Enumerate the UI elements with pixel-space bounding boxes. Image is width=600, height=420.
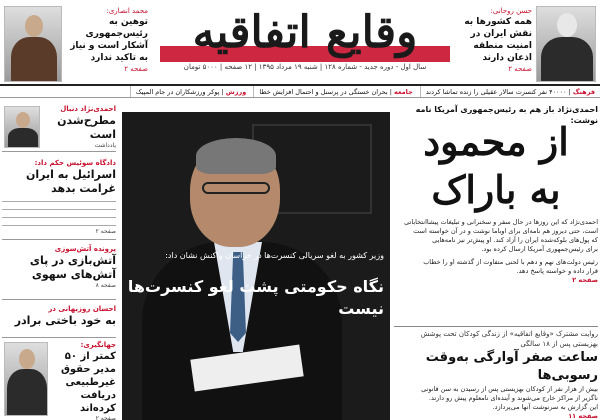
ticker-item[interactable]: فرهنگ | ۴۰۰۰۰ نفر کنسرت سالار عقیلی را زنده تماشا کردند (420, 86, 600, 98)
left-box-3-kicker: پرونده آتش‌سوزی (54, 245, 116, 253)
masthead-meta: سال اول - دوره جدید - شماره ۱۲۸ | شنبه ۱۹ مرداد ۱۳۹۵ | ۱۲ صفحه | ۵۰۰۰ تومان (183, 63, 427, 71)
lead-more-link[interactable]: صفحه ۲ (572, 276, 598, 284)
lead-headline-line-2: به باراک (431, 167, 561, 212)
photo-headline[interactable]: نگاه حکومتی پشت لغو کنسرت‌ها نیست (127, 277, 384, 318)
left-box-4[interactable] (2, 304, 116, 338)
masthead-title: وقایع اتفاقیه (192, 7, 418, 58)
left-box-5-headline: کمتر از ۵۰ مدیر حقوق غیرطبیعی دریافت کرده‌اند (60, 351, 116, 414)
news-ticker (0, 86, 600, 98)
main-photo[interactable] (122, 112, 390, 420)
right-column (394, 100, 600, 420)
meta-line-1: سال اول - دوره جدید - شماره ۱۲۸ (324, 63, 427, 71)
masthead (150, 4, 460, 78)
portrait-jahangiri (4, 342, 48, 416)
story-2-body-line: بیش از هزار نفر از کودکان بهزیستی پس از رسیدن به سن قانونی (421, 385, 598, 393)
header-right-story[interactable] (462, 6, 532, 74)
lead-kicker: احمدی‌نژاد باز هم به رئیس‌جمهوری آمریکا نامه نوشت: (415, 105, 598, 125)
header-left-story[interactable] (64, 6, 148, 74)
left-box-4-headline: به خود باختی برادر (14, 314, 116, 327)
left-box-2-more: صفحه ۲ (95, 228, 116, 235)
lead-body-line: قرار داده و خواسته پاسخ دهد. (516, 267, 598, 275)
story-2-body-line: این گزارش به سرنوشت آنها می‌پردازد. (492, 403, 598, 411)
left-box-4-kicker: احسان روزبهانی در (48, 305, 116, 313)
lead-body-line: رئیس دولت‌های نهم و دهم با لحنی متفاوت از گذشته او را خطاب (423, 258, 598, 266)
left-box-1-kicker: احمدی‌نژاد دنبال (60, 105, 116, 113)
portrait-left (4, 6, 62, 82)
left-box-5[interactable] (2, 340, 116, 418)
left-box-5-kicker: جهانگیری: (80, 341, 116, 349)
photo-figure-hair (196, 138, 276, 174)
meta-price: ۵۰۰۰ تومان (183, 63, 218, 71)
photo-figure-glasses (202, 182, 270, 194)
meta-line-3: ۱۲ صفحه (224, 63, 252, 71)
meta-line-2: شنبه ۱۹ مرداد ۱۳۹۵ (258, 63, 318, 71)
lead-body-line: که پول‌های بلوکه‌شده ایران را آزاد کند. او پیش‌تر نیز نامه‌هایی (432, 236, 598, 244)
header-right-kicker: حسن روحانی: (490, 7, 532, 15)
portrait-right (536, 6, 596, 82)
left-box-3-more: صفحه ۸ (95, 282, 116, 289)
portrait-small (4, 106, 40, 148)
header-left-headline: توهین به رئیس‌جمهوری آشکار است و نیاز به تاکید ندارد (70, 17, 148, 63)
left-box-2-kicker: دادگاه سوئیس حکم داد: (34, 159, 116, 167)
story-2-more-link[interactable]: صفحه ۱۱ (568, 412, 598, 420)
story-2-kicker: روایت مشترک «وقایع اتفاقیه» از زندگی کودکان تحت پوشش بهزیستی پس از ۱۸ سالگی (420, 330, 598, 348)
header-left-kicker: محمد انصاری: (106, 7, 148, 15)
story-2-body (394, 385, 598, 420)
lead-body-line: است، حتی دیروز هم نامه‌ای برای اوباما نوشت و در آن خواسته است (413, 227, 598, 235)
story-2-headline: ساعت صفر آوارگی به‌وقت رسوبی‌ها (425, 350, 598, 383)
left-box-3-headline: آتش‌بازی در پای آتش‌های سهوی (29, 254, 116, 281)
newspaper-header (0, 0, 600, 86)
left-box-1[interactable] (2, 104, 116, 152)
photo-kicker: وزیر کشور به لغو سریالی کنسرت‌ها در خراسان واکنش نشان داد: (165, 251, 384, 260)
lead-headline[interactable] (394, 118, 598, 214)
lead-headline-line-1: از محمود (423, 119, 569, 164)
header-right-more: صفحه ۲ (508, 65, 532, 73)
header-left-more: صفحه ۲ (124, 65, 148, 73)
left-box-2[interactable] (2, 158, 116, 240)
ticker-item[interactable]: ورزش | پوکر ورزشکاران در جام المپیک (130, 86, 251, 98)
left-box-3[interactable] (2, 244, 116, 300)
left-box-1-note: یادداشت (94, 142, 116, 149)
lead-body (394, 218, 598, 285)
left-box-5-more: صفحه ۲ (95, 415, 116, 420)
story-2[interactable] (394, 326, 598, 420)
ticker-item[interactable]: جامعه | بحران خستگی در پرسنل و احتمال افزایش خطا (253, 86, 417, 98)
left-column (0, 100, 118, 420)
lead-body-line: برای رئیس‌جمهوری آمریکا ارسال کرده بود. (481, 245, 598, 253)
left-box-2-headline: اسرائیل به ایران غرامت بدهد (25, 168, 116, 195)
text-lines (2, 198, 116, 228)
lead-body-line: احمدی‌نژاد که این روزها در حال سفر و سخنرانی و تبلیغات پیشا‌انتخاباتی (404, 218, 598, 226)
left-box-1-headline: مطرح‌شدن است (57, 114, 116, 141)
story-2-body-line: ناگزیر از مراکز خارج می‌شوند و آینده‌ای نامعلوم پیش رو دارند. (428, 394, 598, 402)
header-right-headline: همه کشورها به نقش ایران در امنیت منطقه اذعان دارند (464, 17, 532, 63)
